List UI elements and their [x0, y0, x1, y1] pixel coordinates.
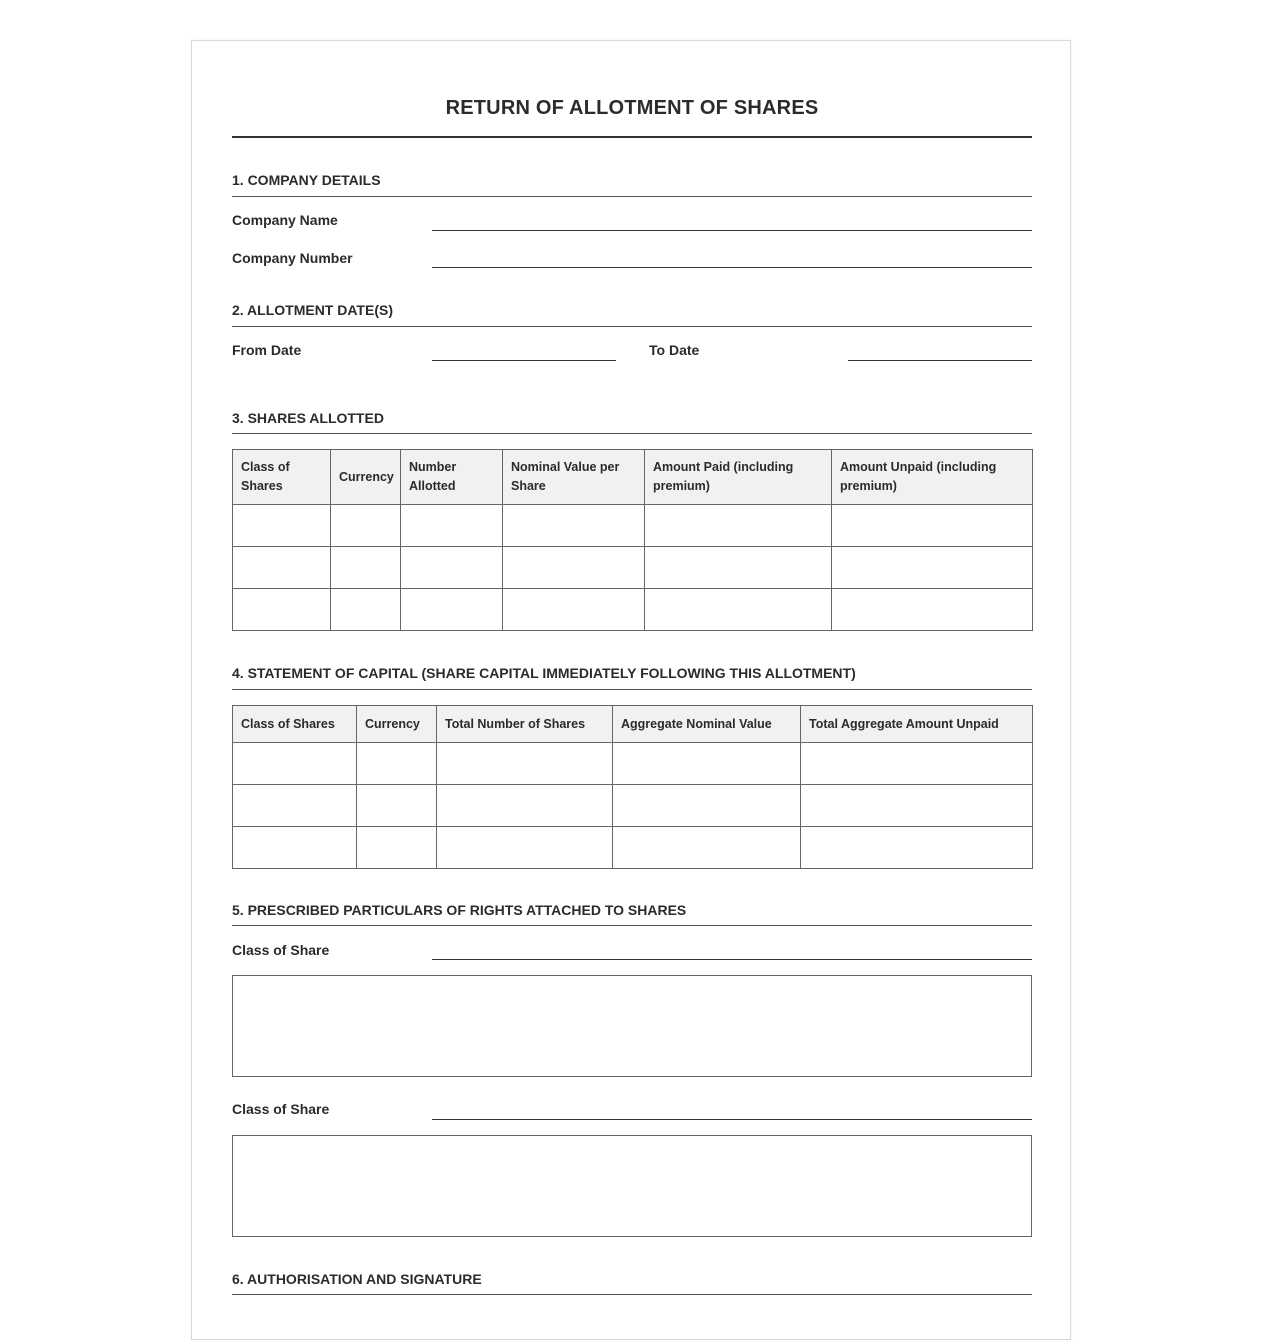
column-header: Currency — [357, 706, 437, 743]
section-rule — [232, 196, 1032, 197]
table-cell[interactable] — [233, 589, 331, 631]
table-header-row — [233, 450, 1033, 505]
company-number-label: Company Number — [232, 250, 353, 266]
to-date-label: To Date — [649, 342, 700, 358]
table-cell[interactable] — [613, 785, 801, 827]
column-header: Total Number of Shares — [437, 706, 613, 743]
table-cell[interactable] — [437, 785, 613, 827]
section-heading-statement-of-capital: 4. STATEMENT OF CAPITAL (SHARE CAPITAL IMMEDIATELY FOLLOWING THIS ALLOTMENT) — [232, 665, 856, 681]
table-cell[interactable] — [437, 827, 613, 869]
column-header: Nominal Value per Share — [503, 450, 645, 505]
column-header: Currency — [331, 450, 401, 505]
company-name-label: Company Name — [232, 212, 338, 228]
section-heading-shares-allotted: 3. SHARES ALLOTTED — [232, 410, 384, 426]
table-cell[interactable] — [801, 743, 1033, 785]
company-name-field[interactable] — [432, 230, 1032, 231]
table-cell[interactable] — [503, 547, 645, 589]
column-header: Amount Unpaid (including premium) — [832, 450, 1033, 505]
title-rule — [232, 136, 1032, 138]
table-row — [233, 785, 1033, 827]
table-cell[interactable] — [233, 505, 331, 547]
table-cell[interactable] — [645, 589, 832, 631]
table-cell[interactable] — [437, 743, 613, 785]
table-cell[interactable] — [401, 589, 503, 631]
table-row — [233, 827, 1033, 869]
particulars-textbox[interactable] — [232, 975, 1032, 1077]
table-cell[interactable] — [832, 589, 1033, 631]
table-cell[interactable] — [233, 743, 357, 785]
section-rule — [232, 689, 1032, 690]
table-cell[interactable] — [645, 505, 832, 547]
class-of-share-label: Class of Share — [232, 1101, 330, 1117]
column-header: Amount Paid (including premium) — [645, 450, 832, 505]
table-cell[interactable] — [357, 743, 437, 785]
column-header: Class of Shares — [233, 450, 331, 505]
table-cell[interactable] — [832, 505, 1033, 547]
table-cell[interactable] — [357, 827, 437, 869]
from-date-field[interactable] — [432, 360, 616, 361]
table-cell[interactable] — [801, 827, 1033, 869]
document-title: RETURN OF ALLOTMENT OF SHARES — [445, 97, 819, 119]
table-cell[interactable] — [357, 785, 437, 827]
table-cell[interactable] — [832, 547, 1033, 589]
class-of-share-label: Class of Share — [232, 942, 330, 958]
section-rule — [232, 433, 1032, 434]
section-heading-prescribed-particulars: 5. PRESCRIBED PARTICULARS OF RIGHTS ATTACHED TO SHARES — [232, 902, 687, 918]
table-cell[interactable] — [331, 505, 401, 547]
table-cell[interactable] — [401, 505, 503, 547]
class-of-share-field[interactable] — [432, 959, 1032, 960]
table-cell[interactable] — [801, 785, 1033, 827]
section-heading-allotment-dates: 2. ALLOTMENT DATE(S) — [232, 302, 393, 318]
table-row — [233, 589, 1033, 631]
table-cell[interactable] — [401, 547, 503, 589]
table-header-row — [233, 706, 1033, 743]
table-row — [233, 547, 1033, 589]
section-heading-authorisation: 6. AUTHORISATION AND SIGNATURE — [232, 1271, 482, 1287]
column-header: Total Aggregate Amount Unpaid — [801, 706, 1033, 743]
column-header: Aggregate Nominal Value — [613, 706, 801, 743]
table-cell[interactable] — [503, 505, 645, 547]
section-heading-company-details: 1. COMPANY DETAILS — [232, 172, 381, 188]
section-rule — [232, 1294, 1032, 1295]
table-cell[interactable] — [503, 589, 645, 631]
particulars-textbox[interactable] — [232, 1135, 1032, 1237]
to-date-field[interactable] — [848, 360, 1032, 361]
from-date-label: From Date — [232, 342, 302, 358]
table-cell[interactable] — [331, 589, 401, 631]
form-page — [191, 40, 1071, 1340]
table-cell[interactable] — [233, 827, 357, 869]
table-cell[interactable] — [645, 547, 832, 589]
table-row — [233, 743, 1033, 785]
column-header: Class of Shares — [233, 706, 357, 743]
statement-of-capital-table — [232, 705, 1033, 869]
table-cell[interactable] — [613, 827, 801, 869]
column-header: Number Allotted — [401, 450, 503, 505]
company-number-field[interactable] — [432, 267, 1032, 268]
table-cell[interactable] — [331, 547, 401, 589]
section-rule — [232, 326, 1032, 327]
class-of-share-field[interactable] — [432, 1119, 1032, 1120]
table-cell[interactable] — [233, 547, 331, 589]
table-cell[interactable] — [233, 785, 357, 827]
table-cell[interactable] — [613, 743, 801, 785]
section-rule — [232, 925, 1032, 926]
shares-allotted-table — [232, 449, 1033, 631]
table-row — [233, 505, 1033, 547]
